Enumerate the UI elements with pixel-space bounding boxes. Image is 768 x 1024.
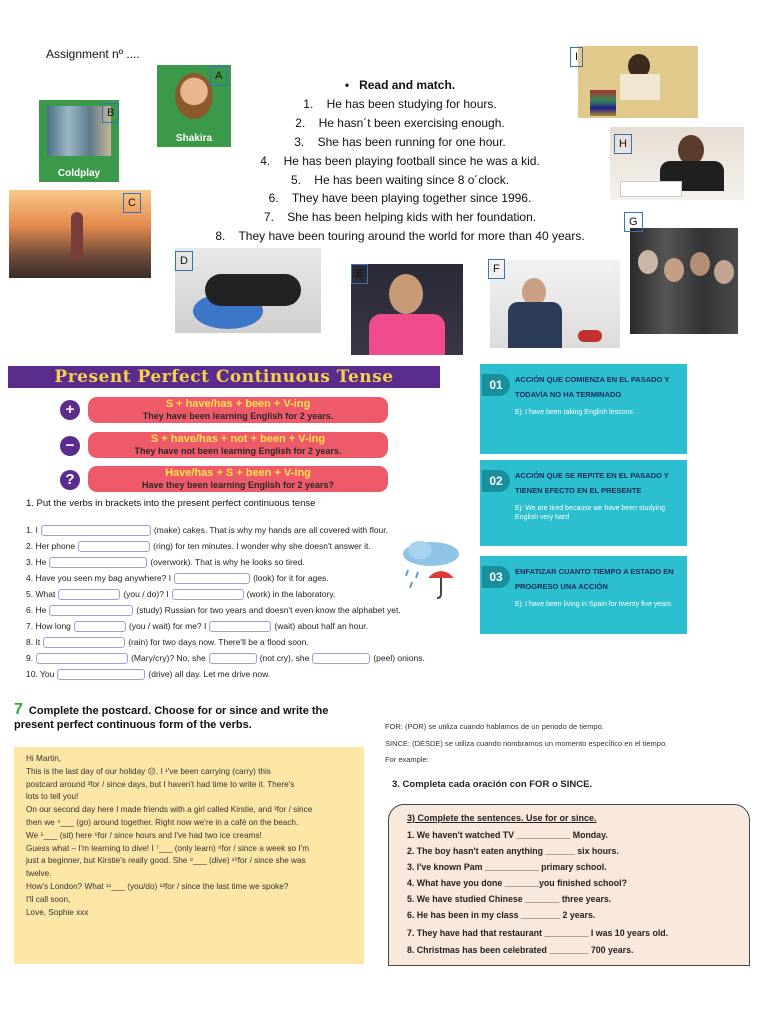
row-number: 4.	[26, 573, 34, 583]
match-item: 1. He has been studying for hours.	[303, 96, 497, 111]
use-example: Ej: I have been living in Spain for twenty five years	[515, 601, 672, 608]
exercise-row	[26, 589, 335, 600]
postcard-line: Hi Martin,	[26, 754, 62, 763]
row-number: 3.	[26, 557, 34, 567]
affirmative-formula: S + have/has + been + V-ing	[165, 398, 311, 410]
read-and-match	[170, 76, 630, 246]
answer-blank[interactable]	[49, 557, 147, 568]
postcard-line: We ⁵___ (sit) here ⁶for / since hours and I've had two ice creams!	[26, 830, 262, 840]
negative-formula: S + have/has + not + been + V-ing	[150, 433, 326, 445]
postcard-line: I'll call soon,	[26, 894, 71, 904]
answer-blank[interactable]	[57, 669, 145, 680]
question-icon: ?	[60, 470, 80, 490]
plus-icon: +	[60, 400, 80, 420]
exercise-row	[26, 557, 305, 568]
postcard-line: How's London? What ¹¹___ (you/do) ¹²for / since the last time we spoke?	[26, 881, 289, 891]
answer-blank[interactable]	[58, 589, 120, 600]
label-b: B	[102, 103, 119, 123]
match-text: They have been playing together since 1996.	[291, 191, 532, 206]
use-text: ACCIÓN QUE COMIENZA EN EL PASADO Y TODAVÍA NO HA TERMINADO	[515, 375, 670, 399]
affirmative-example: They have been learning English for 2 years.	[142, 411, 334, 421]
row-text: (look) for it for ages.	[253, 573, 329, 583]
match-heading-text: Read and match.	[359, 78, 456, 92]
row-text: What	[35, 589, 56, 599]
postcard-line: Guess what – I'm learning to dive! I ⁷___ (only learn) ⁸for / since a week so I'm	[26, 843, 310, 853]
answer-blank[interactable]	[36, 653, 128, 664]
row-number: 1.	[26, 525, 34, 535]
match-heading: • Read and match.	[344, 78, 456, 92]
row-number: 8.	[26, 637, 34, 647]
exercise1-title: 1. Put the verbs in brackets into the present perfect continuous tense	[26, 498, 316, 509]
postcard-text	[26, 753, 356, 919]
answer-blank[interactable]	[49, 605, 133, 616]
match-item: 2. He hasn´t been exercising enough.	[295, 115, 505, 130]
row-text: (you / wait) for me? I	[128, 621, 207, 631]
question-pill	[88, 466, 388, 492]
shakira-caption: Shakira	[175, 133, 213, 144]
answer-blank[interactable]	[209, 621, 271, 632]
row-text: How long	[35, 621, 71, 631]
label-d: D	[175, 251, 193, 271]
row-text: He	[35, 557, 47, 567]
row-text: Have you seen my bag anywhere? I	[35, 573, 172, 583]
answer-blank[interactable]	[312, 653, 370, 664]
row-text: (overwork). That is why he looks so tired.	[150, 557, 305, 567]
for-since-box	[388, 804, 750, 966]
exercise-row	[26, 669, 270, 680]
postcard-instruction-text: Complete the postcard. Choose for or since and write the present perfect continuous form of the verbs.	[14, 705, 329, 731]
use-number: 01	[482, 374, 510, 396]
label-g: G	[624, 212, 643, 232]
match-item: 5. He has been waiting since 8 o´clock.	[290, 172, 510, 187]
postcard-line: lots to tell you!	[26, 792, 79, 802]
match-text: He has been playing football since he was a kid.	[283, 153, 540, 168]
negative-pill	[88, 432, 388, 458]
row-text: (rain) for two days now. There'll be a flood soon.	[128, 637, 309, 647]
row-text: (Mary/cry)? No, she	[131, 653, 206, 663]
answer-blank[interactable]	[74, 621, 126, 632]
row-text: I	[35, 525, 38, 535]
row-number: 10.	[26, 669, 38, 679]
use-example: Ej: I have been taking English lessons	[515, 409, 633, 416]
use-example: Ej: We are tired because we have been studying English very hard	[515, 505, 666, 521]
exercise-row	[26, 573, 329, 584]
sentence: 1. We haven't watched TV ___________ Monday.	[407, 830, 608, 840]
sentence: 3. I've known Pam ___________ primary school.	[407, 862, 607, 872]
answer-blank[interactable]	[209, 653, 257, 664]
label-i: I	[570, 47, 583, 67]
match-item: 4. He has been playing football since he was a kid.	[260, 153, 540, 168]
use-card-2	[480, 460, 687, 546]
row-text: (not cry), she	[259, 653, 310, 663]
match-item: 3. She has been running for one hour.	[294, 134, 506, 149]
row-text: Her phone	[35, 541, 76, 551]
label-e: E	[351, 264, 368, 284]
question-example: Have they been learning English for 2 years?	[141, 480, 335, 490]
question-formula: Have/has + S + been + V-ing	[165, 467, 311, 479]
use-text: ENFATIZAR CUANTO TIEMPO A ESTADO EN PROGRESO UNA ACCIÓN	[515, 567, 674, 591]
row-text: (work) in the laboratory.	[246, 589, 336, 599]
row-text: (you / do)? I	[123, 589, 169, 599]
postcard-line: On our second day here I made friends with a girl called Kirstie, and ³for / since	[26, 805, 313, 815]
use-card-1	[480, 364, 687, 454]
row-number: 9.	[26, 653, 34, 663]
postcard-line: just a beginner, but Kirstie's really good. She ⁹___ (dive) ¹⁰for / since she was	[26, 856, 306, 866]
use-card-3	[480, 556, 687, 634]
row-text: (make) cakes. That is why my hands are all covered with flour.	[153, 525, 389, 535]
sentence: 8. Christmas has been celebrated ________ 700 years.	[407, 945, 634, 955]
postcard-line: Love, Sophie xxx	[26, 907, 89, 917]
row-text: You	[40, 669, 55, 679]
label-a: A	[210, 66, 227, 86]
grammar-title: Present Perfect Continuous Tense	[8, 366, 440, 388]
exercise-ball-photo	[175, 248, 321, 333]
sentence: 2. The boy hasn't eaten anything ______ six hours.	[407, 846, 619, 856]
exercise-row	[26, 541, 371, 552]
label-c: C	[123, 193, 141, 213]
coldplay-caption: Coldplay	[57, 168, 101, 179]
answer-blank[interactable]	[41, 525, 151, 536]
postcard-line: twelve.	[26, 869, 52, 879]
match-text: She has been running for one hour.	[317, 134, 506, 149]
sentence: 5. We have studied Chinese _______ three years.	[407, 894, 612, 904]
sentence: 4. What have you done _______you finished school?	[407, 878, 627, 888]
row-text: It	[35, 637, 41, 647]
sentence: 6. He has been in my class ________ 2 years.	[407, 910, 596, 920]
row-number: 2.	[26, 541, 34, 551]
match-text: She has been helping kids with her foundation.	[287, 210, 537, 225]
use-number: 02	[482, 470, 510, 492]
assignment-label: Assignment nº ....	[46, 47, 140, 61]
sentence: 7. They have had that restaurant _________ I was 10 years old.	[407, 928, 669, 938]
row-number: 6.	[26, 605, 34, 615]
answer-blank[interactable]	[172, 589, 244, 600]
label-h: H	[614, 134, 632, 154]
row-text: (study) Russian for two years and doesn't even know the alphabet yet.	[136, 605, 401, 615]
row-text: (ring) for ten minutes. I wonder why she doesn't answer it.	[153, 541, 371, 551]
exercise-number: 7	[14, 701, 23, 718]
band-photo	[630, 228, 738, 334]
match-text: He hasn´t been exercising enough.	[318, 115, 505, 130]
match-text: He has been waiting since 8 o´clock.	[314, 172, 510, 187]
box-title: 3) Complete the sentences. Use for or since.	[407, 813, 597, 823]
row-number: 5.	[26, 589, 34, 599]
row-text: (peel) onions.	[373, 653, 425, 663]
exercise3-heading: 3. Completa cada oración con FOR o SINCE.	[392, 779, 593, 790]
answer-blank[interactable]	[174, 573, 250, 584]
since-rule: SINCE: (DESDE) se utiliza cuando nombramos un momento específico en el tiempo.	[385, 739, 668, 748]
label-f: F	[488, 259, 505, 279]
answer-blank[interactable]	[43, 637, 125, 648]
exercise-row	[26, 637, 309, 648]
for-example-label: For example:	[385, 755, 429, 764]
minus-icon: −	[60, 436, 80, 456]
rain-umbrella-icon	[398, 538, 464, 602]
exercise-row	[26, 653, 425, 664]
match-item: 6. They have been playing together since 1996.	[268, 191, 532, 206]
match-text: He has been studying for hours.	[326, 96, 497, 111]
exercise-row	[26, 525, 388, 536]
postcard-instruction	[14, 703, 354, 732]
for-rule: FOR: (POR) se utiliza cuando hablamos de un periodo de tiempo.	[385, 722, 604, 731]
negative-example: They have not been learning English for 2 years.	[134, 446, 342, 456]
row-text: (drive) all day. Let me drive now.	[148, 669, 271, 679]
postcard-line: This is the last day of our holiday ☹. I ¹'ve been carrying (carry) this	[26, 766, 271, 776]
postcard-line: postcard around ²for / since days, but I haven't had time to write it. There's	[26, 779, 295, 789]
answer-blank[interactable]	[78, 541, 150, 552]
affirmative-pill	[88, 397, 388, 423]
use-text: ACCIÓN QUE SE REPITE EN EL PASADO Y TIENEN EFECTO EN EL PRESENTE	[515, 471, 669, 495]
match-item: 8. They have been touring around the world for more than 40 years.	[215, 229, 585, 244]
row-text: (wait) about half an hour.	[274, 621, 368, 631]
row-text: He	[35, 605, 47, 615]
use-number: 03	[482, 566, 510, 588]
waiting-man-photo	[490, 260, 620, 348]
match-item: 7. She has been helping kids with her foundation.	[263, 210, 537, 225]
postcard-line: then we ⁴___ (go) around together. Right now we're in a café on the beach.	[26, 817, 299, 827]
postcard	[14, 747, 364, 964]
exercise-row	[26, 621, 368, 632]
heart-icon: ♡	[605, 265, 614, 275]
exercise-row	[26, 605, 401, 616]
row-number: 7.	[26, 621, 34, 631]
match-text: They have been touring around the world for more than 40 years.	[238, 229, 585, 244]
